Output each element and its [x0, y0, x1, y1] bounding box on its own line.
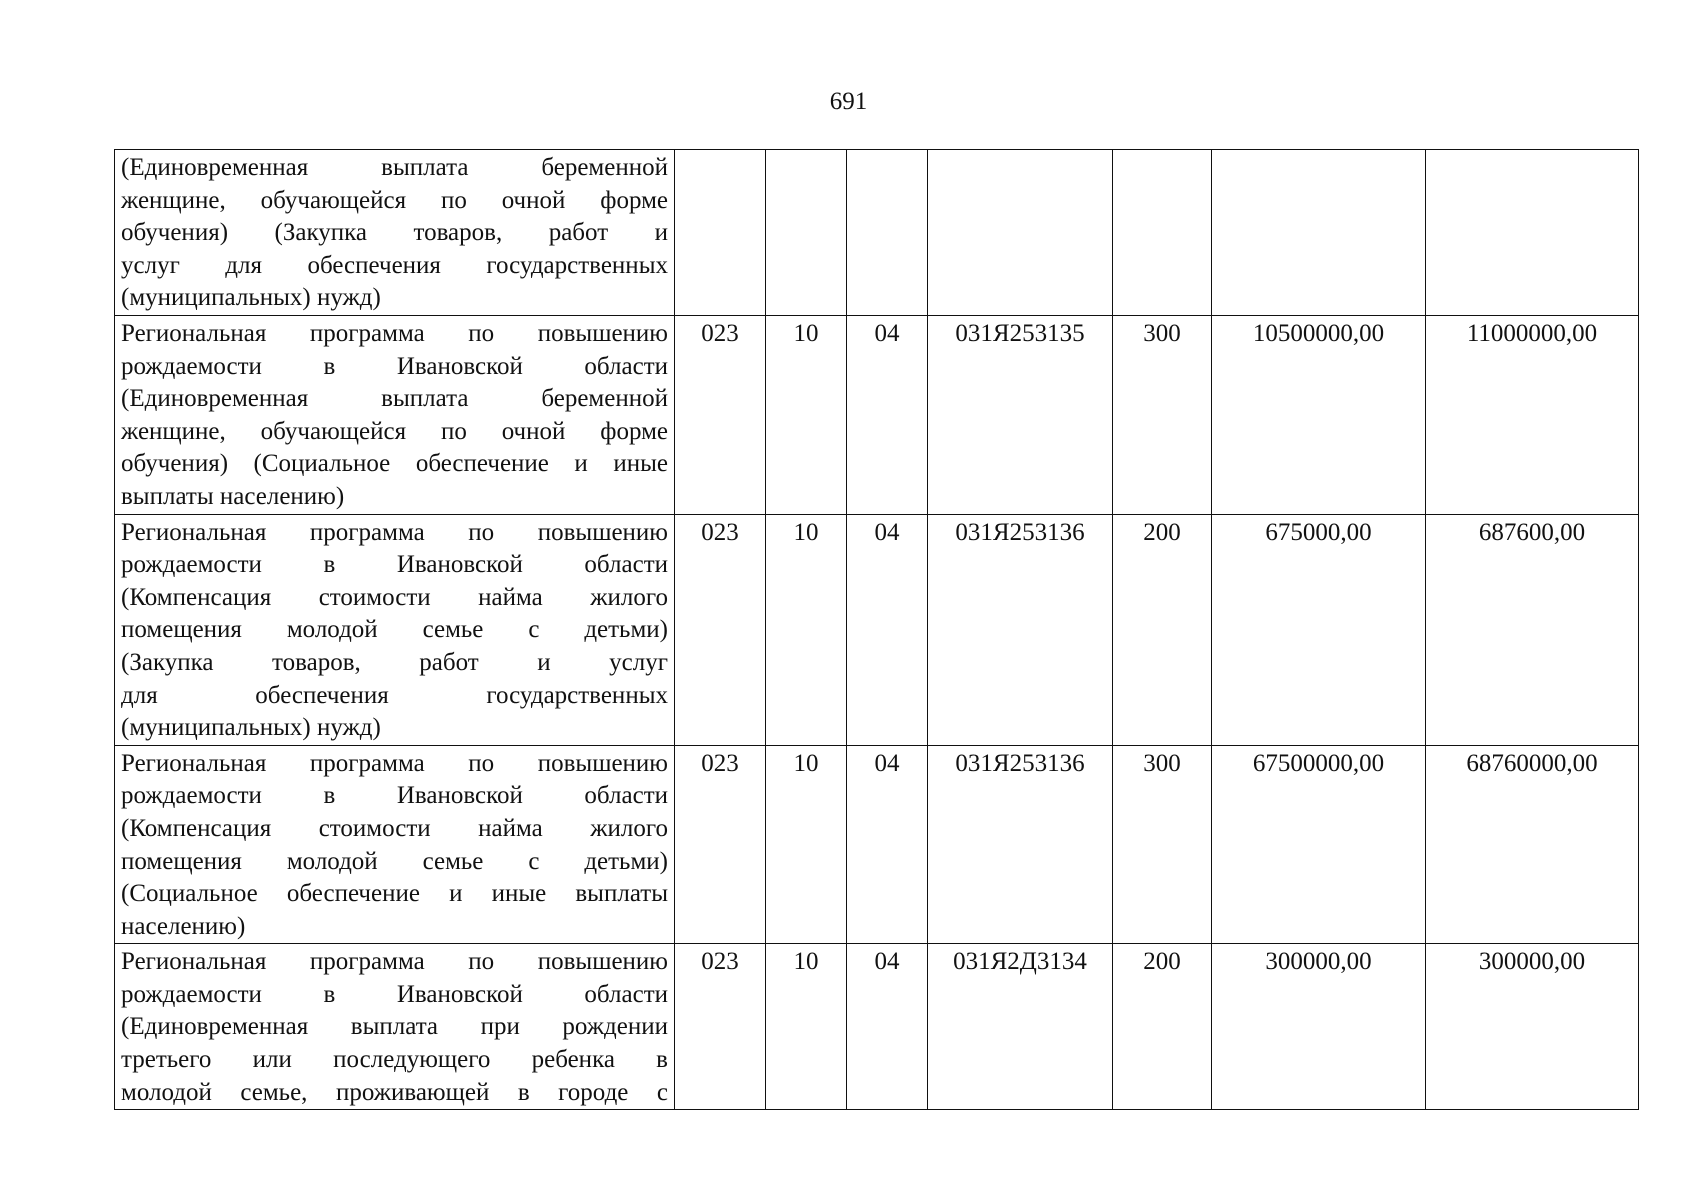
- table-row: [115, 150, 1639, 316]
- cell-subsection: 04: [847, 745, 928, 944]
- description-line: (Единовременная выплата беременной: [121, 154, 668, 181]
- description-line: (Социальное обеспечение и иные выплаты: [121, 880, 668, 908]
- cell-target-article: 031Я253136: [928, 745, 1113, 944]
- cell-subsection: [847, 150, 928, 316]
- description-last-line: (муниципальных) нужд): [121, 714, 381, 742]
- description-line: рождаемости в Ивановской области: [121, 782, 668, 810]
- cell-amount-1: 675000,00: [1212, 514, 1426, 745]
- cell-amount-2: 11000000,00: [1426, 316, 1639, 515]
- cell-section: 10: [766, 316, 847, 515]
- description-last-line: населению): [121, 912, 246, 940]
- table-row: [115, 514, 1639, 745]
- description-line: женщине, обучающейся по очной форме: [121, 186, 668, 214]
- cell-subsection: 04: [847, 316, 928, 515]
- cell-expense-type: 200: [1113, 944, 1212, 1110]
- row-description: [115, 316, 675, 515]
- row-description: [115, 150, 675, 316]
- description-line: для обеспечения государственных: [121, 681, 668, 709]
- description-line: Региональная программа по повышению: [121, 518, 668, 546]
- description-line: помещения молодой семье с детьми): [121, 847, 668, 875]
- budget-table: [114, 149, 1639, 1110]
- cell-amount-2: 687600,00: [1426, 514, 1639, 745]
- table-body: [115, 150, 1639, 1110]
- cell-ministry: 023: [675, 745, 766, 944]
- cell-amount-1: 300000,00: [1212, 944, 1426, 1110]
- cell-expense-type: 300: [1113, 745, 1212, 944]
- cell-target-article: [928, 150, 1113, 316]
- cell-ministry: 023: [675, 316, 766, 515]
- cell-ministry: [675, 150, 766, 316]
- description-line: Региональная программа по повышению: [121, 320, 668, 347]
- page-number: 691: [829, 88, 868, 115]
- cell-amount-2: 68760000,00: [1426, 745, 1639, 944]
- cell-subsection: 04: [847, 514, 928, 745]
- cell-section: 10: [766, 745, 847, 944]
- cell-amount-1: 67500000,00: [1212, 745, 1426, 944]
- description-line: рождаемости в Ивановской области: [121, 352, 668, 380]
- cell-section: 10: [766, 514, 847, 745]
- description-line: рождаемости в Ивановской области: [121, 551, 668, 579]
- table-row: [115, 944, 1639, 1110]
- description-line: (Компенсация стоимости найма жилого: [121, 814, 668, 842]
- cell-target-article: 031Я253135: [928, 316, 1113, 515]
- description-last-line: (муниципальных) нужд): [121, 284, 381, 312]
- cell-ministry: 023: [675, 944, 766, 1110]
- row-description: [115, 514, 675, 745]
- cell-target-article: 031Я253136: [928, 514, 1113, 745]
- table-row: [115, 745, 1639, 944]
- cell-amount-1: 10500000,00: [1212, 316, 1426, 515]
- description-line: (Единовременная выплата беременной: [121, 385, 668, 413]
- description-line: третьего или последующего ребенка в: [121, 1046, 668, 1074]
- description-line: (Единовременная выплата при рождении: [121, 1013, 668, 1041]
- cell-section: 10: [766, 944, 847, 1110]
- description-last-line: выплаты населению): [121, 482, 345, 510]
- cell-ministry: 023: [675, 514, 766, 745]
- description-line: помещения молодой семье с детьми): [121, 616, 668, 644]
- description-line: обучения) (Закупка товаров, работ и: [121, 219, 668, 247]
- cell-section: [766, 150, 847, 316]
- cell-amount-2: 300000,00: [1426, 944, 1639, 1110]
- table-row: [115, 316, 1639, 515]
- row-description: [115, 745, 675, 944]
- description-line: рождаемости в Ивановской области: [121, 980, 668, 1008]
- cell-expense-type: 200: [1113, 514, 1212, 745]
- description-line: Региональная программа по повышению: [121, 948, 668, 976]
- description-line: (Компенсация стоимости найма жилого: [121, 583, 668, 611]
- description-line: (Закупка товаров, работ и услуг: [121, 648, 668, 676]
- description-line: услуг для обеспечения государственных: [121, 251, 668, 279]
- cell-target-article: 031Я2Д3134: [928, 944, 1113, 1110]
- row-description: [115, 944, 675, 1110]
- cell-expense-type: 300: [1113, 316, 1212, 515]
- description-line: Региональная программа по повышению: [121, 749, 668, 777]
- cell-subsection: 04: [847, 944, 928, 1110]
- description-line: женщине, обучающейся по очной форме: [121, 417, 668, 445]
- cell-amount-1: [1212, 150, 1426, 316]
- cell-expense-type: [1113, 150, 1212, 316]
- description-line: обучения) (Социальное обеспечение и иные: [121, 450, 668, 478]
- description-line: молодой семье, проживающей в городе с: [121, 1078, 668, 1106]
- cell-amount-2: [1426, 150, 1639, 316]
